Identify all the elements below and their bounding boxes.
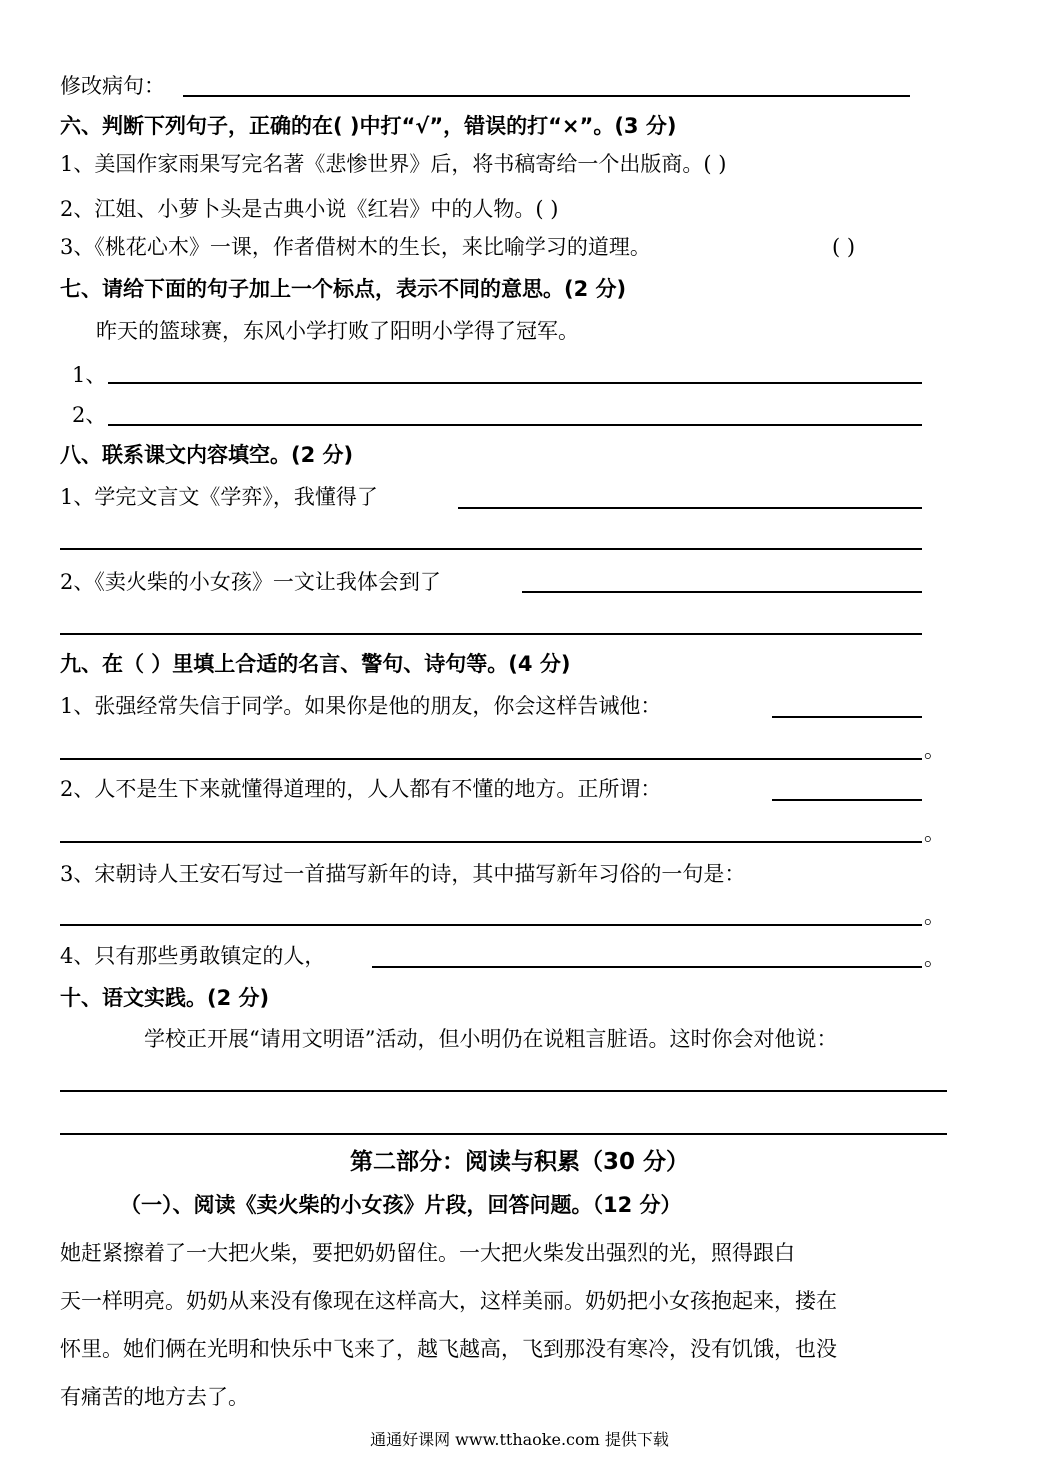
answer-line[interactable] (60, 758, 922, 760)
passage-line: 她赶紧擦着了一大把火柴，要把奶奶留住。一大把火柴发出强烈的光，照得跟白 (60, 1241, 795, 1265)
section8-title: 八、联系课文内容填空。(2 分) (60, 443, 354, 467)
section9-item-2: 2、人不是生下来就懂得道理的，人人都有不懂的地方。正所谓： (60, 777, 662, 801)
section9-item-1: 1、张强经常失信于同学。如果你是他的朋友，你会这样告诫他： (60, 694, 662, 718)
passage-line: 天一样明亮。奶奶从来没有像现在这样高大，这样美丽。奶奶把小女孩抱起来，搂在 (60, 1289, 837, 1313)
section9-item-4: 4、只有那些勇敢镇定的人， (60, 944, 326, 968)
section7-label-1: 1、 (72, 363, 107, 387)
answer-line[interactable] (60, 924, 922, 926)
answer-line[interactable] (772, 716, 922, 718)
section6-title: 六、判断下列句子，正确的在( )中打“√”，错误的打“×”。(3 分) (60, 114, 677, 138)
passage-line: 怀里。她们俩在光明和快乐中飞来了，越飞越高，飞到那没有寒冷，没有饥饿，也没 (60, 1337, 837, 1361)
answer-line[interactable] (183, 95, 910, 97)
section7-sentence: 昨天的篮球赛，东风小学打败了阳明小学得了冠军。 (96, 319, 579, 343)
answer-line[interactable] (372, 966, 922, 968)
part2-subtitle: （一）、阅读《卖火柴的小女孩》片段，回答问题。（12 分） (120, 1193, 682, 1217)
answer-line[interactable] (60, 548, 922, 550)
section10-title: 十、语文实践。(2 分) (60, 986, 270, 1010)
section6-item-3-bracket[interactable]: ( ) (832, 235, 856, 259)
rewrite-label: 修改病句： (60, 74, 165, 98)
footer-watermark: 通通好课网 www.tthaoke.com 提供下载 (370, 1430, 669, 1449)
section9-title: 九、在（ ）里填上合适的名言、警句、诗句等。(4 分) (60, 652, 571, 676)
answer-line[interactable] (108, 382, 922, 384)
section9-item-3: 3、宋朝诗人王安石写过一首描写新年的诗，其中描写新年习俗的一句是： (60, 862, 746, 886)
answer-line[interactable] (60, 633, 922, 635)
period-mark: 。 (924, 738, 945, 762)
section10-prompt: 学校正开展“请用文明语”活动，但小明仍在说粗言脏语。这时你会对他说： (144, 1027, 838, 1051)
answer-line[interactable] (108, 424, 922, 426)
answer-line[interactable] (522, 591, 922, 593)
section8-item-2: 2、《卖火柴的小女孩》一文让我体会到了 (60, 570, 441, 594)
section6-item-2: 2、江姐、小萝卜头是古典小说《红岩》中的人物。( ) (60, 197, 559, 221)
period-mark: 。 (924, 904, 945, 928)
passage-line: 有痛苦的地方去了。 (60, 1385, 249, 1409)
section7-label-2: 2、 (72, 403, 107, 427)
section7-title: 七、请给下面的句子加上一个标点，表示不同的意思。(2 分) (60, 277, 627, 301)
answer-line[interactable] (458, 507, 922, 509)
answer-line[interactable] (772, 799, 922, 801)
part2-title: 第二部分：阅读与积累（30 分） (349, 1149, 689, 1175)
answer-line[interactable] (60, 1090, 947, 1092)
period-mark: 。 (924, 946, 945, 970)
answer-line[interactable] (60, 841, 922, 843)
answer-line[interactable] (60, 1133, 947, 1135)
section6-item-3: 3、《桃花心木》一课，作者借树木的生长，来比喻学习的道理。 (60, 235, 651, 259)
period-mark: 。 (924, 821, 945, 845)
section6-item-1: 1、美国作家雨果写完名著《悲惨世界》后，将书稿寄给一个出版商。( ) (60, 152, 727, 176)
section8-item-1: 1、学完文言文《学弈》，我懂得了 (60, 485, 378, 509)
